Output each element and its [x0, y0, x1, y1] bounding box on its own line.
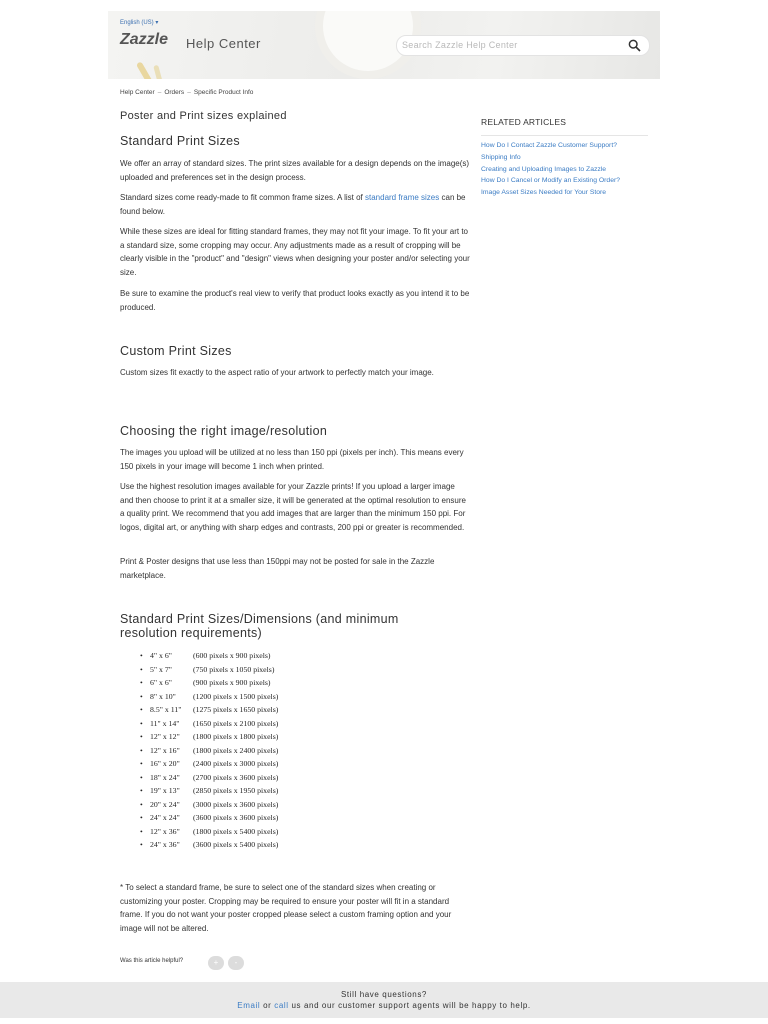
size-pixels: (1800 pixels x 5400 pixels) [193, 826, 279, 836]
size-pixels: (1200 pixels x 1500 pixels) [193, 691, 279, 701]
breadcrumb-help-center[interactable]: Help Center [120, 89, 155, 96]
size-list-item [140, 744, 278, 758]
footer-contact [0, 1001, 768, 1010]
related-article-link[interactable]: How Do I Cancel or Modify an Existing Order? [481, 177, 621, 185]
size-dimension: 11" x 14" [150, 718, 180, 728]
size-dimension: 12" x 36" [150, 826, 180, 836]
sizes-list [140, 649, 278, 852]
size-list-item [140, 717, 278, 731]
size-list-item [140, 703, 278, 717]
size-pixels: (1275 pixels x 1650 pixels) [193, 705, 279, 714]
size-list-item [140, 784, 278, 798]
language-selector[interactable] [120, 19, 158, 26]
paragraph: Use the highest resolution images available for your Zazzle prints! If you upload a larger image and then choose to print it at a smaller size, it will be generated at the optimal resolution to ensure a quality print. We recommend that you add images that are larger than the minimum 150 ppi. For logos, digital art, or anything with sharp edges and contrasts, 200 ppi or greater is recommended. [120, 482, 466, 532]
size-dimension: 4" x 6" [150, 651, 172, 660]
bullet-icon: • [140, 732, 143, 741]
footer [0, 982, 768, 1018]
section-heading-custom: Custom Print Sizes [120, 344, 232, 358]
paragraph: Custom sizes fit exactly to the aspect ratio of your artwork to perfectly match your image. [120, 368, 434, 377]
size-pixels: (2400 pixels x 3000 pixels) [193, 759, 279, 768]
footer-text: us and our customer support agents will be happy to help. [288, 1001, 531, 1010]
size-list-item [140, 663, 278, 677]
size-dimension: 5" x 7" [150, 664, 172, 674]
bullet-icon: • [140, 813, 143, 822]
bullet-icon: • [140, 651, 143, 660]
size-list-item [140, 730, 278, 744]
section-heading-standard: Standard Print Sizes [120, 134, 240, 148]
size-pixels: (2700 pixels x 3600 pixels) [193, 772, 279, 782]
bullet-icon: • [140, 799, 143, 809]
related-article-link[interactable]: Image Asset Sizes Needed for Your Store [481, 189, 607, 197]
help-center-title[interactable]: Help Center [186, 36, 261, 51]
helpful-prompt: Was this article helpful? [120, 958, 184, 964]
size-dimension: 19" x 13" [150, 786, 180, 795]
related-article-link[interactable]: Creating and Uploading Images to Zazzle [481, 165, 607, 173]
size-list-item [140, 676, 278, 690]
related-articles [481, 117, 648, 199]
size-pixels: (600 pixels x 900 pixels) [193, 651, 271, 660]
size-dimension: 24" x 24" [150, 813, 180, 822]
size-dimension: 12" x 12" [150, 732, 180, 741]
paragraph: Print & Poster designs that use less than 150ppi may not be posted for sale in the Zazzle marketplace. [120, 557, 435, 580]
size-pixels: (1800 pixels x 2400 pixels) [193, 745, 279, 755]
paragraph [120, 191, 470, 218]
size-pixels: (1800 pixels x 1800 pixels) [193, 732, 279, 741]
section-heading-dimensions: Standard Print Sizes/Dimensions (and minimum resolution requirements) [120, 612, 399, 640]
paragraph: The images you upload will be utilized at no less than 150 ppi (pixels per inch). This means every 150 pixels in your image will become 1 inch when printed. [120, 448, 464, 471]
size-list-item [140, 838, 278, 852]
size-list-item [140, 690, 278, 704]
paragraph: We offer an array of standard sizes. The print sizes available for a design depends on the image(s) uploaded and preferences set in the design process. [120, 159, 470, 182]
size-pixels: (3600 pixels x 3600 pixels) [193, 813, 279, 822]
size-dimension: 24" x 36" [150, 840, 180, 849]
size-pixels: (750 pixels x 1050 pixels) [193, 664, 275, 674]
size-dimension: 20" x 24" [150, 799, 180, 809]
size-list-item [140, 649, 278, 663]
call-link[interactable]: call [274, 1001, 289, 1010]
search-icon[interactable] [628, 39, 641, 52]
search-placeholder: Search Zazzle Help Center [402, 40, 518, 50]
size-pixels: (3000 pixels x 3600 pixels) [193, 799, 279, 809]
bullet-icon: • [140, 840, 143, 849]
related-article-link[interactable]: Shipping Info [481, 153, 521, 161]
size-dimension: 12" x 16" [150, 745, 180, 755]
bullet-icon: • [140, 664, 143, 674]
breadcrumb-orders[interactable]: Orders [164, 89, 185, 96]
bullet-icon: • [140, 678, 143, 687]
bullet-icon: • [140, 786, 143, 795]
paragraph-text: can be found below. [120, 193, 466, 216]
size-list-item [140, 771, 278, 785]
bullet-icon: • [140, 745, 143, 755]
email-link[interactable]: Email [237, 1001, 261, 1010]
size-dimension: 18" x 24" [150, 772, 180, 782]
breadcrumb-specific-product-info[interactable]: Specific Product Info [193, 89, 254, 96]
bullet-icon: • [140, 826, 143, 836]
paragraph: While these sizes are ideal for fitting standard frames, they may not fit your image. To fit your art to a standard size, some cropping may occur. Any adjustments made as a result of cropping will be clearly visible in the "product" and "design" views when designing your poster and/or selecting your size. [120, 227, 470, 277]
size-list-item [140, 757, 278, 771]
size-dimension: 8" x 10" [150, 691, 176, 701]
size-pixels: (2850 pixels x 1950 pixels) [193, 786, 279, 795]
vote-no-button[interactable]: - [228, 956, 244, 970]
size-list-item [140, 798, 278, 812]
section-heading-resolution: Choosing the right image/resolution [120, 424, 328, 438]
breadcrumb: Help Center – Orders – Specific Product Info [120, 89, 254, 96]
zazzle-logo[interactable]: Zazzle [120, 31, 169, 48]
vote-yes-button[interactable]: + [208, 956, 224, 970]
size-dimension: 16" x 20" [150, 759, 180, 768]
language-label: English (US) [120, 20, 154, 26]
standard-frame-sizes-link[interactable]: standard frame sizes [365, 193, 440, 202]
paragraph-text: Standard sizes come ready-made to fit common frame sizes. A list of [120, 193, 365, 202]
related-articles-heading: RELATED ARTICLES [481, 117, 648, 136]
bullet-icon: • [140, 705, 143, 714]
frame-note: * To select a standard frame, be sure to select one of the standard sizes when creating or customizing your poster. Cropping may be required to ensure your poster will fit in a standard frame. If you do not want your poster cropped please select a custom framing option and your image will not be altered. [120, 883, 452, 933]
size-list-item [140, 825, 278, 839]
bullet-icon: • [140, 772, 143, 782]
bullet-icon: • [140, 691, 143, 701]
footer-text: or [260, 1001, 275, 1010]
bullet-icon: • [140, 718, 143, 728]
paragraph: Be sure to examine the product's real view to verify that product looks exactly as you intend it to be produced. [120, 289, 470, 312]
size-dimension: 6" x 6" [150, 678, 172, 687]
size-list-item [140, 811, 278, 825]
chevron-down-icon: ▾ [155, 20, 159, 26]
article-title: Poster and Print sizes explained [120, 110, 287, 122]
size-pixels: (3600 pixels x 5400 pixels) [193, 840, 279, 849]
related-article-link[interactable]: How Do I Contact Zazzle Customer Support? [481, 142, 617, 149]
size-pixels: (1650 pixels x 2100 pixels) [193, 718, 279, 728]
search-input[interactable] [396, 35, 650, 56]
size-pixels: (900 pixels x 900 pixels) [193, 678, 271, 687]
size-dimension: 8.5" x 11" [150, 705, 182, 714]
footer-question: Still have questions? [341, 990, 427, 999]
header-banner [108, 11, 660, 79]
bullet-icon: • [140, 759, 143, 768]
